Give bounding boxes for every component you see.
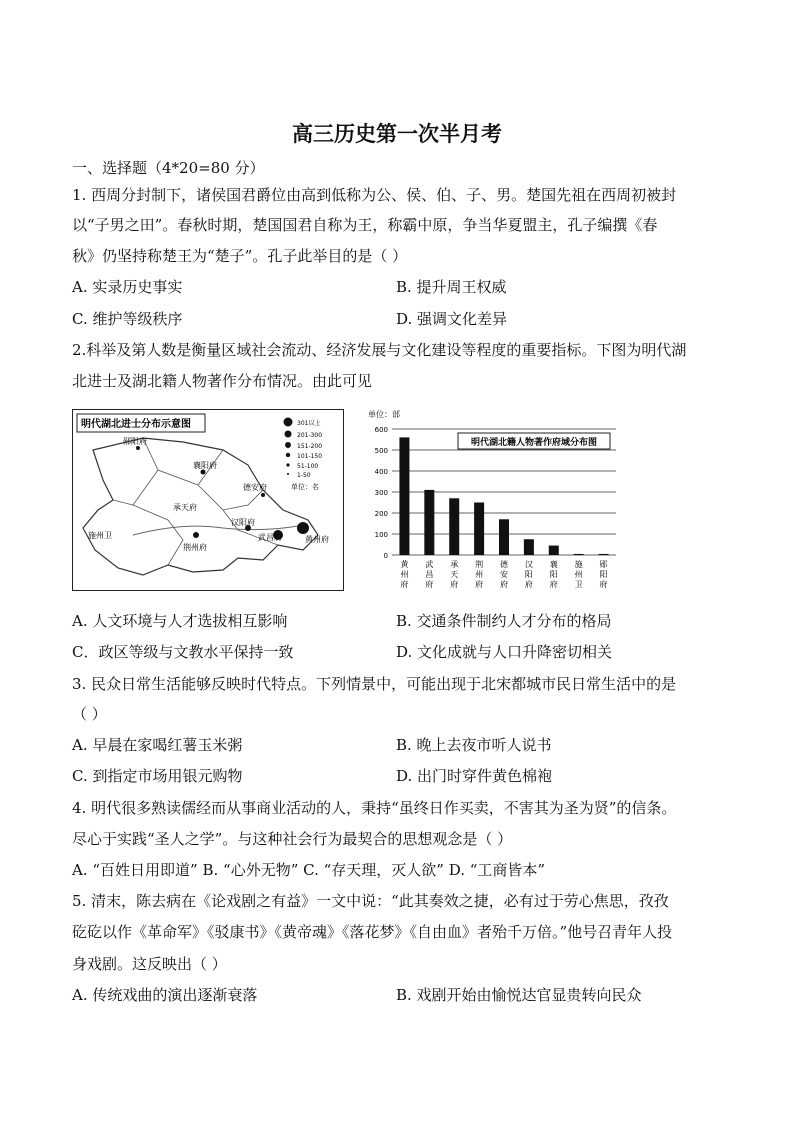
map-point-jingzhou — [193, 532, 199, 538]
q1-line2: 以“子男之田”。春秋时期，楚国国君自称为王，称霸中原，争当华夏盟主，孔子编撰《春 — [72, 216, 658, 234]
q1-option-a: A. 实录历史事实 — [72, 278, 183, 296]
map-figure — [72, 409, 344, 591]
bar-7 — [574, 554, 584, 555]
bar-4 — [499, 519, 509, 555]
bar-1 — [424, 490, 434, 555]
q1-line1: 1. 西周分封制下，诸侯国君爵位由高到低称为公、侯、伯、子、男。楚国先祖在西周初被封 — [72, 186, 677, 204]
q5-option-b: B. 戏剧开始由愉悦达官显贵转向民众 — [396, 986, 642, 1004]
q3-option-a: A. 早晨在家喝红薯玉米粥 — [72, 736, 243, 754]
q4-line1: 4. 明代很多熟读儒经而从事商业活动的人，秉持“虽终日作买卖，不害其为圣为贤”的信条。 — [72, 799, 677, 817]
x-tick-label-6: 府 — [549, 580, 558, 589]
q2-line2: 北进士及湖北籍人物著作分布情况。由此可见 — [72, 372, 373, 390]
x-tick-label-3: 州 — [475, 570, 484, 579]
x-tick-label-7: 州 — [574, 570, 583, 579]
q4-options: A. “百姓日用即道” B. “心外无物” C. “存天理，灭人欲” D. “工商皆本” — [72, 861, 546, 879]
bar-6 — [549, 546, 559, 555]
x-tick-label-0: 州 — [400, 570, 409, 579]
map-point-huangzhou — [297, 522, 309, 534]
map-label-shizhou: 施州卫 — [88, 531, 112, 540]
y-tick-label: 200 — [374, 510, 388, 518]
bar-chart — [360, 405, 622, 600]
y-tick-label: 600 — [374, 426, 388, 434]
q2-line1: 2.科举及第人数是衡量区域社会流动、经济发展与文化建设等程度的重要指标。下图为明代湖 — [72, 341, 687, 359]
q1-option-d: D. 强调文化差异 — [396, 310, 508, 328]
q1-line3: 秋》仍坚持称楚王为“楚子”。孔子此举目的是（ ） — [72, 247, 408, 265]
q2-option-c: C．政区等级与文教水平保持一致 — [72, 643, 294, 661]
svg-text:51-100: 51-100 — [297, 463, 319, 470]
map-label-xiangyang: 襄阳府 — [193, 461, 217, 470]
x-tick-label-1: 武 — [425, 560, 434, 569]
map-label-hanyang: 汉阳府 — [231, 518, 255, 527]
svg-text:201-300: 201-300 — [297, 432, 323, 439]
x-tick-label-4: 德 — [500, 560, 508, 569]
x-tick-label-8: 郧 — [599, 560, 608, 569]
y-tick-label: 100 — [374, 531, 388, 539]
y-tick-label: 500 — [374, 447, 388, 455]
svg-text:单位：名: 单位：名 — [291, 483, 319, 491]
map-svg — [73, 410, 343, 590]
q5-line2: 矻矻以作《革命军》《驳康书》《黄帝魂》《落花梦》《自由血》者殆千万倍。”他号召青年人投 — [72, 923, 673, 941]
bar-8 — [599, 554, 609, 555]
map-label-wuchang: 武昌府 — [258, 533, 282, 542]
map-legend — [284, 418, 323, 492]
bar-3 — [474, 503, 484, 556]
q4-line2: 尽心于实践“圣人之学”。与这种社会行为最契合的思想观念是（ ） — [72, 830, 513, 848]
page-title: 高三历史第一次半月考 — [292, 122, 502, 146]
map-label-yunyang: 郧阳府 — [123, 437, 147, 446]
q5-line3: 身戏剧。这反映出（ ） — [72, 955, 227, 973]
x-tick-label-3: 荆 — [475, 560, 484, 569]
q2-option-b: B. 交通条件制约人才分布的格局 — [396, 612, 612, 630]
x-tick-label-8: 阳 — [599, 570, 608, 579]
x-tick-label-2: 天 — [450, 570, 459, 579]
x-tick-label-5: 府 — [524, 580, 533, 589]
x-tick-label-5: 阳 — [524, 570, 533, 579]
y-tick-label: 400 — [374, 468, 388, 476]
q3-option-b: B. 晚上去夜市听人说书 — [396, 736, 552, 754]
map-label-dean: 德安府 — [243, 483, 267, 492]
q1-option-b: B. 提升周王权威 — [396, 278, 507, 296]
x-tick-label-6: 阳 — [549, 570, 558, 579]
x-tick-label-1: 昌 — [425, 570, 434, 579]
section-heading: 一、选择题（4*20=80 分） — [72, 159, 265, 177]
svg-text:151-200: 151-200 — [297, 443, 323, 450]
map-point-yunyang — [136, 446, 140, 450]
q2-option-d: D. 文化成就与人口升降密切相关 — [396, 643, 613, 661]
y-axis-label: 单位：部 — [368, 410, 400, 419]
q3-option-c: C. 到指定市场用银元购物 — [72, 767, 243, 785]
bar-2 — [449, 498, 459, 555]
map-point-dean — [261, 493, 265, 497]
bar-5 — [524, 539, 534, 555]
x-tick-label-6: 襄 — [549, 560, 558, 569]
svg-text:101-150: 101-150 — [297, 453, 323, 460]
q5-option-a: A. 传统戏曲的演出逐渐衰落 — [72, 986, 258, 1004]
x-tick-label-4: 安 — [500, 570, 508, 579]
x-tick-label-1: 府 — [425, 580, 434, 589]
svg-text:301以上: 301以上 — [297, 420, 321, 427]
map-label-jingzhou: 荆州府 — [183, 543, 207, 552]
q2-option-a: A. 人文环境与人才选拔相互影响 — [72, 612, 288, 630]
q1-option-c: C. 维护等级秩序 — [72, 310, 183, 328]
chart-title: 明代湖北籍人物著作府域分布图 — [470, 438, 598, 448]
x-tick-label-8: 府 — [599, 580, 608, 589]
x-tick-label-0: 黄 — [400, 560, 409, 569]
map-title: 明代湖北进士分布示意图 — [81, 419, 191, 430]
q3-line2: （ ） — [72, 705, 107, 723]
x-tick-label-3: 府 — [475, 580, 484, 589]
map-label-huangzhou: 黄州府 — [305, 535, 329, 544]
y-tick-label: 0 — [383, 552, 388, 560]
x-tick-label-7: 卫 — [574, 580, 583, 589]
x-tick-label-7: 施 — [574, 560, 583, 569]
x-tick-label-2: 承 — [450, 560, 459, 569]
q3-option-d: D. 出门时穿件黄色棉袍 — [396, 767, 553, 785]
svg-text:1-50: 1-50 — [297, 472, 311, 479]
map-point-xiangyang — [201, 470, 206, 475]
x-tick-label-4: 府 — [500, 580, 508, 589]
q5-line1: 5. 清末，陈去病在《论戏剧之有益》一文中说：“此其奏效之捷，必有过于劳心焦思，孜孜 — [72, 892, 669, 910]
x-tick-label-5: 汉 — [524, 560, 533, 569]
q3-line1: 3. 民众日常生活能够反映时代特点。下列情景中，可能出现于北宋都城市民日常生活中的是 — [72, 675, 677, 693]
map-label-chengtian: 承天府 — [173, 503, 197, 512]
y-tick-label: 300 — [374, 489, 388, 497]
x-tick-label-0: 府 — [400, 580, 409, 589]
bar-0 — [399, 437, 409, 555]
x-tick-label-2: 府 — [450, 580, 459, 589]
